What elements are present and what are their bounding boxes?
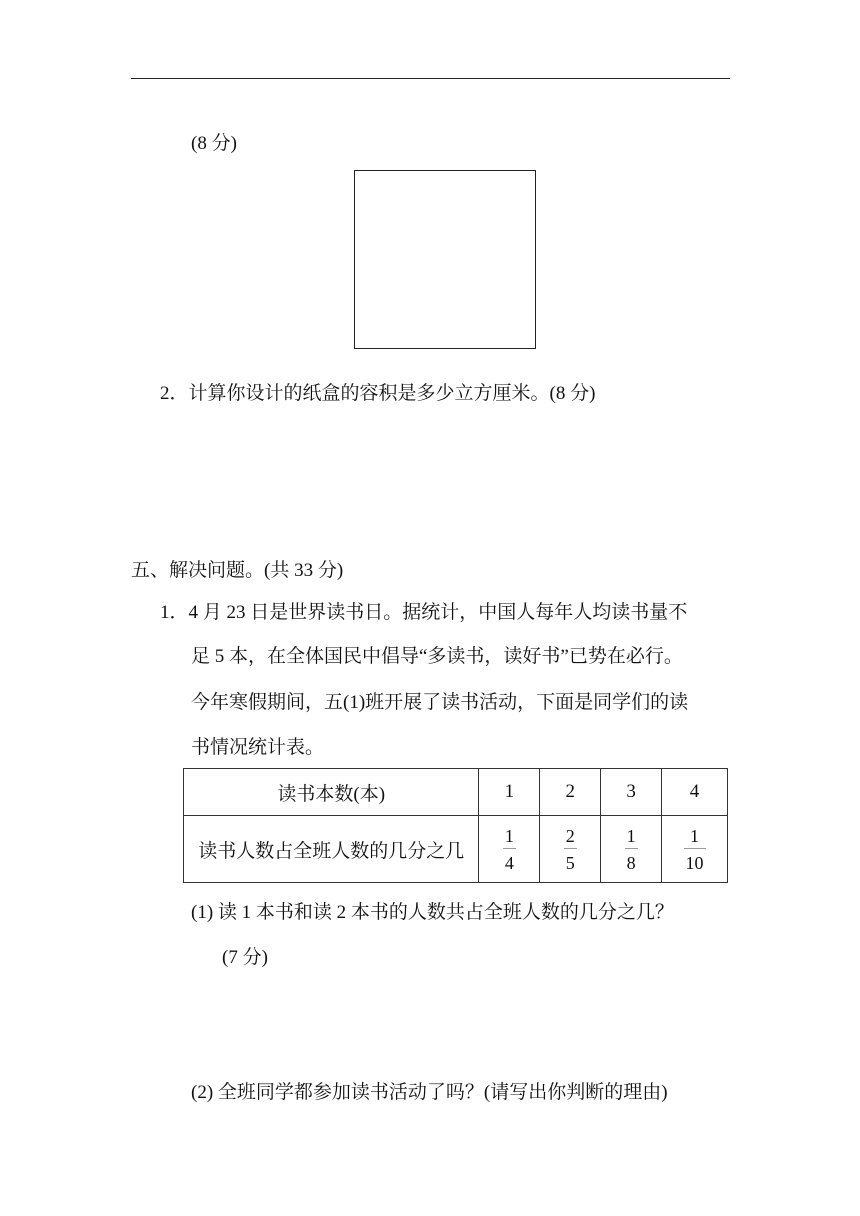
fraction-denominator: 5 xyxy=(565,853,575,873)
section-5-title: 五、解决问题。(共 33 分) xyxy=(131,560,344,581)
table-cell-fraction xyxy=(479,816,540,883)
fraction-numerator: 1 xyxy=(626,826,636,846)
fraction xyxy=(625,827,638,872)
table-cell-book-count: 2 xyxy=(540,769,601,816)
table-cell-fraction xyxy=(540,816,601,883)
fraction-denominator: 4 xyxy=(504,853,514,873)
sub-question-1-line-2: (7 分) xyxy=(222,947,268,968)
question-2: 2．计算你设计的纸盒的容积是多少立方厘米。(8 分) xyxy=(160,383,596,404)
table-cell-book-count: 1 xyxy=(479,769,540,816)
fraction-denominator: 10 xyxy=(685,853,704,873)
fraction-numerator: 2 xyxy=(565,826,575,846)
question-1-line-3: 今年寒假期间，五(1)班开展了读书活动，下面是同学们的读 xyxy=(191,692,689,713)
question-1-line-1: 1．4 月 23 日是世界读书日。据统计，中国人每年人均读书量不 xyxy=(160,602,688,623)
question-1-line-2: 足 5 本，在全体国民中倡导“多读书，读好书”已势在必行。 xyxy=(191,646,683,667)
fraction xyxy=(564,827,577,872)
fraction xyxy=(684,827,706,872)
table-cell-fraction xyxy=(662,816,728,883)
sub-question-1-line-1: (1) 读 1 本书和读 2 本书的人数共占全班人数的几分之几？ xyxy=(191,902,674,923)
table-row xyxy=(184,769,728,816)
sub-question-2: (2) 全班同学都参加读书活动了吗？(请写出你判断的理由) xyxy=(191,1082,668,1103)
fraction xyxy=(503,827,516,872)
reading-stats-table xyxy=(183,768,728,883)
table-header-fraction: 读书人数占全班人数的几分之几 xyxy=(184,816,479,883)
table-header-books: 读书本数(本) xyxy=(184,769,479,816)
question-1-line-4: 书情况统计表。 xyxy=(191,737,325,758)
table-row xyxy=(184,816,728,883)
table-cell-fraction xyxy=(601,816,662,883)
drawing-square xyxy=(354,170,536,349)
fraction-denominator: 8 xyxy=(626,853,636,873)
header-rule xyxy=(131,78,730,79)
fraction-numerator: 1 xyxy=(690,826,700,846)
table-cell-book-count: 3 xyxy=(601,769,662,816)
table-cell-book-count: 4 xyxy=(662,769,728,816)
score-note-top: (8 分) xyxy=(191,133,237,154)
fraction-numerator: 1 xyxy=(504,826,514,846)
